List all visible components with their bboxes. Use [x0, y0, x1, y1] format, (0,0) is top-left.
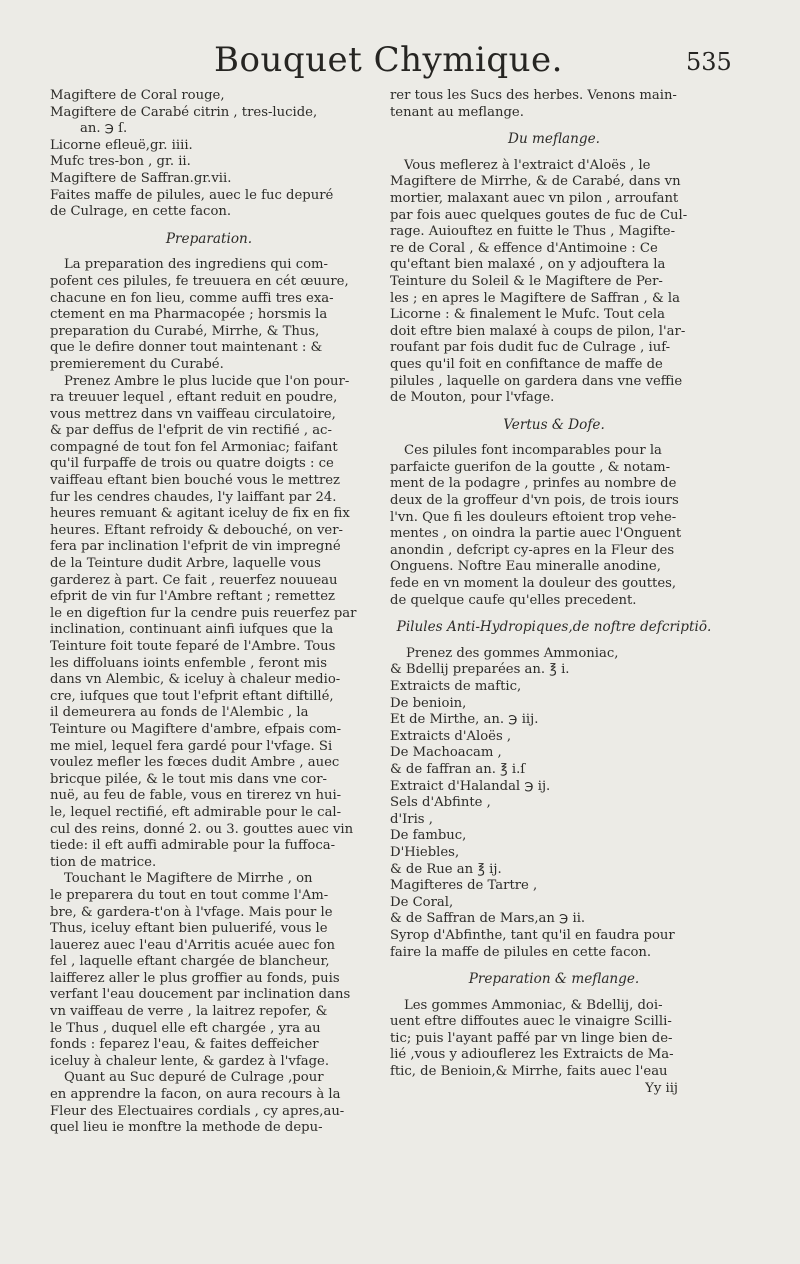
text-line: nuë, au feu de fable, vous en tirerez vn hui-	[50, 788, 342, 804]
text-line: Licorne : & finalement le Mufc. Tout cela	[390, 307, 665, 323]
text-line: La preparation des ingrediens qui com-	[64, 257, 328, 273]
recipe-line: De Machoacam ,	[390, 745, 502, 761]
text-line: preparation du Curabé, Mirrhe, & Thus,	[50, 323, 320, 339]
recipe-line: Sels d'Abfinte ,	[390, 795, 491, 811]
text-line: fel , laquelle eftant chargée de blancheur,	[50, 954, 330, 970]
ingredient-line: Mufc tres-bon , gr. ii.	[50, 154, 191, 170]
text-line: inclination, continuant ainfi iufques que la	[50, 622, 334, 638]
text-line: verfant l'eau doucement par inclination dans	[50, 987, 351, 1003]
running-title: Bouquet Chymique.	[214, 40, 563, 80]
text-line: ftic, de Benioin,& Mirrhe, faits auec l'eau	[390, 1064, 668, 1080]
ingredient-list	[50, 88, 368, 221]
left-column	[50, 88, 368, 1137]
section-heading-preparation: Preparation.	[165, 230, 253, 247]
right-column	[390, 88, 718, 1097]
paragraph	[390, 158, 718, 407]
text-line: efprit de vin fur l'Ambre reftant ; remettez	[50, 589, 335, 605]
text-line: qu'eftant bien malaxé , on y adjouftera la	[390, 257, 666, 273]
text-line: les diffoluans ioints enfemble , feront mis	[50, 655, 328, 671]
text-line: tiede: il eft auffi admirable pour la fuffoca-	[50, 838, 336, 854]
text-line: lauerez auec l'eau d'Arritis acuée auec fon	[50, 937, 336, 953]
text-line: garderez à part. Ce fait , reuerfez nouueau	[50, 572, 338, 588]
text-line: qu'il furpaffe de trois ou quatre doigts : ce	[50, 456, 334, 472]
recipe-line: Prenez des gommes Ammoniac,	[406, 645, 619, 661]
text-line: de la Teinture dudit Arbre, laquelle vous	[50, 556, 321, 572]
text-line: pilules , laquelle on gardera dans vne veffie	[390, 373, 683, 389]
text-line: Onguens. Noftre Eau mineralle anodine,	[390, 559, 661, 575]
text-line: voulez mefler les fœces dudit Ambre , auec	[50, 755, 340, 771]
running-head	[0, 40, 800, 90]
recipe-line: De Coral,	[390, 894, 454, 910]
recipe-line: Syrop d'Abfinthe, tant qu'il en faudra pour	[390, 927, 675, 943]
text-line: il demeurera au fonds de l'Alembic , la	[50, 705, 309, 721]
recipe-line: & de Saffran de Mars,an ℈ ii.	[390, 911, 586, 927]
section-heading-meflange: Du meflange.	[508, 131, 600, 148]
ingredient-line: Magiftere de Coral rouge,	[50, 88, 225, 103]
text-line: mortier, malaxant auec vn pilon , arroufant	[390, 190, 679, 206]
text-line: Magiftere de Mirrhe, & de Carabé, dans vn	[390, 174, 681, 190]
text-line: quel lieu ie monftre la methode de depu-	[50, 1120, 323, 1136]
section-heading-vertus: Vertus & Dofe.	[503, 416, 605, 433]
text-line: Teinture du Soleil & le Magiftere de Per-	[390, 273, 663, 289]
text-line: cul des reins, donné 2. ou 3. gouttes auec vin	[50, 821, 354, 837]
text-line: fera par inclination l'efprit de vin impregné	[50, 539, 341, 555]
text-line: chacune en fon lieu, comme auffi tres exa-	[50, 290, 334, 306]
text-line: Ces pilules font incomparables pour la	[404, 443, 662, 459]
text-line: heures. Eftant refroidy & debouché, on ver-	[50, 522, 343, 538]
text-line: me miel, lequel fera gardé pour l'vfage. Si	[50, 738, 333, 754]
text-line: tenant au meflange.	[390, 104, 524, 120]
text-line: fede en vn moment la douleur des gouttes,	[390, 576, 677, 592]
text-line: lié ,vous y adiouflerez les Extraicts de Ma-	[390, 1047, 674, 1063]
section-heading-prep-meflange: Preparation & meflange.	[468, 971, 640, 988]
text-line: dans vn Alembic, & iceluy à chaleur medio-	[50, 672, 341, 688]
recipe-line: d'Iris ,	[390, 811, 433, 827]
text-line: fonds : feparez l'eau, & faites deffeicher	[50, 1037, 319, 1053]
recipe-line: & de Rue an ℥ ij.	[390, 861, 502, 877]
text-line: laifferez aller le plus groffier au fonds, puis	[50, 970, 340, 986]
text-line: parfaicte guerifon de la goutte , & notam-	[390, 459, 671, 475]
paragraph	[390, 998, 718, 1081]
paragraph	[50, 871, 368, 1070]
paragraph	[50, 374, 368, 872]
text-line: vous mettrez dans vn vaiffeau circulatoire,	[50, 406, 336, 422]
text-line: Teinture foit toute feparé de l'Ambre. Tous	[50, 639, 336, 654]
text-line: bricque pilée, & le tout mis dans vne cor-	[50, 771, 327, 787]
recipe-line: Extraicts de maftic,	[390, 679, 522, 694]
text-line: heures remuant & agitant iceluy de fix en fix	[50, 506, 350, 522]
text-line: iceluy à chaleur lente, & gardez à l'vfage.	[50, 1053, 330, 1069]
text-line: premierement du Curabé.	[50, 356, 224, 372]
text-line: ment de la podagre , prinfes au nombre de	[390, 476, 677, 492]
ingredient-line: Magiftere de Carabé citrin , tres-lucide,	[50, 104, 318, 120]
section-heading-pilules: Pilules Anti-Hydropiques,de noftre defcriptiō.	[396, 619, 712, 636]
recipe-line: faire la maffe de pilules en cette facon.	[390, 944, 652, 960]
text-line: ques qu'il foit en confiftance de maffe de	[390, 356, 663, 372]
text-line: le en digeftion fur la cendre puis reuerfez par	[50, 605, 357, 621]
text-line: rer tous les Sucs des herbes. Venons main-	[390, 88, 677, 103]
text-line: le, lequel rectifié, eft admirable pour le cal-	[50, 804, 342, 820]
text-line: Teinture ou Magiftere d'ambre, efpais com-	[50, 721, 342, 737]
text-line: compagné de tout fon fel Armoniac; faifant	[50, 439, 338, 455]
text-line: le Thus , duquel elle eft chargée , yra au	[50, 1020, 321, 1036]
text-line: ctement en ma Pharmacopée ; horsmis la	[50, 307, 328, 323]
recipe-line: De benioin,	[390, 695, 467, 711]
recipe-line: Et de Mirthe, an. ℈ iij.	[390, 712, 539, 728]
text-line: de Mouton, pour l'vfage.	[390, 390, 555, 406]
text-line: par fois auec quelques goutes de fuc de Cul-	[390, 207, 688, 223]
text-line: uent eftre diffoutes auec le vinaigre Scilli-	[390, 1014, 672, 1030]
text-line: Les gommes Ammoniac, & Bdellij, doi-	[404, 997, 663, 1013]
signature-mark: Yy iij	[645, 1080, 678, 1096]
text-line: tic; puis l'ayant paffé par vn linge bien de-	[390, 1030, 673, 1046]
recipe-line: Extraict d'Halandal ℈ ij.	[390, 778, 551, 794]
ingredient-line: Magiftere de Saffran.gr.vii.	[50, 170, 232, 186]
ingredient-line: Faites maffe de pilules, auec le fuc depuré	[50, 187, 334, 203]
text-line: vaiffeau eftant bien bouché vous le mettrez	[50, 473, 341, 489]
recipe-line: D'Hiebles,	[390, 844, 460, 860]
text-line: en apprendre la facon, on aura recours à la	[50, 1087, 341, 1103]
recipe-line: De fambuc,	[390, 828, 467, 844]
recipe-line: Magifteres de Tartre ,	[390, 878, 538, 894]
text-line: Quant au Suc depuré de Culrage ,pour	[64, 1070, 324, 1086]
ingredient-line: Licorne efleuë,gr. iiii.	[50, 137, 193, 153]
text-line: le preparera du tout en tout comme l'Am-	[50, 887, 329, 903]
text-line: doit eftre bien malaxé à coups de pilon, l'ar-	[390, 323, 686, 339]
text-line: roufant par fois dudit fuc de Culrage , iuf-	[390, 340, 671, 356]
text-line: re de Coral , & effence d'Antimoine : Ce	[390, 240, 658, 256]
ingredient-line: an. ℈ ſ.	[80, 121, 128, 137]
text-line: bre, & gardera-t'on à l'vfage. Mais pour le	[50, 904, 333, 920]
text-line: fur les cendres chaudes, l'y laiffant par 24.	[50, 489, 337, 505]
recipe-line: Extraicts d'Aloës ,	[390, 728, 512, 744]
text-line: tion de matrice.	[50, 854, 157, 870]
recipe-list	[390, 646, 718, 961]
text-line: Fleur des Electuaires cordials , cy apres,au-	[50, 1103, 345, 1119]
ingredient-line: de Culrage, en cette facon.	[50, 204, 232, 220]
text-line: Touchant le Magiftere de Mirrhe , on	[64, 871, 313, 887]
text-line: ra treuuer lequel , eftant reduit en poudre,	[50, 390, 338, 406]
paragraph	[390, 88, 718, 121]
text-line: Prenez Ambre le plus lucide que l'on pour-	[64, 373, 350, 389]
text-line: cre, iufques que tout l'efprit eftant diftillé,	[50, 688, 334, 704]
paragraph	[50, 257, 368, 373]
text-line: l'vn. Que fi les douleurs eftoient trop vehe-	[390, 509, 677, 525]
text-line: anondin , defcript cy-apres en la Fleur des	[390, 542, 675, 558]
text-line: & par deffus de l'efprit de vin rectifié , ac-	[50, 423, 332, 439]
text-line: deux de la groffeur d'vn pois, de trois iours	[390, 493, 679, 509]
page-number: 535	[686, 48, 732, 76]
text-line: de quelque caufe qu'elles precedent.	[390, 592, 637, 608]
text-line: mentes , on oindra la partie auec l'Onguent	[390, 526, 682, 542]
text-line: rage. Auiouftez en fuitte le Thus , Magifte-	[390, 224, 676, 240]
text-line: vn vaiffeau de verre , la laitrez repofer, &	[50, 1004, 328, 1020]
text-line: les ; en apres le Magiftere de Saffran , & la	[390, 290, 680, 306]
text-line: Thus, iceluy eftant bien puluerifé, vous le	[50, 921, 328, 937]
paragraph	[390, 443, 718, 609]
text-line: Vous meflerez à l'extraict d'Aloës , le	[404, 157, 651, 173]
recipe-line: & de faffran an. ℥ i.ſ	[390, 761, 526, 777]
recipe-line: & Bdellij preparées an. ℥ i.	[390, 662, 570, 678]
paragraph	[50, 1070, 368, 1136]
text-line: pofent ces pilules, fe treuuera en cét œuure,	[50, 273, 349, 289]
text-line: que le defire donner tout maintenant : &	[50, 340, 323, 356]
